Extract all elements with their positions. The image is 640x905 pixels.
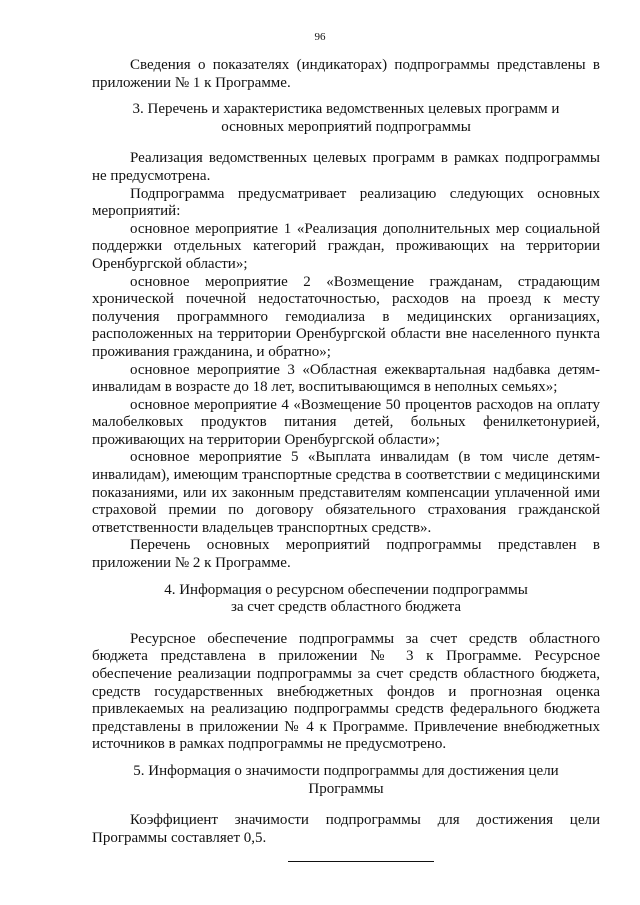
intro-paragraph: Сведения о показателях (индикаторах) подпрограммы представлены в приложении № 1 к Программе. xyxy=(92,57,600,91)
section-heading-line: 3. Перечень и характеристика ведомственных целевых программ и xyxy=(132,101,560,118)
section-heading-line: Программы xyxy=(308,780,384,797)
paragraph: Реализация ведомственных целевых программ в рамках подпрограммы не предусмотрена. xyxy=(92,150,600,184)
section-heading-line: 5. Информация о значимости подпрограммы для достижения цели xyxy=(133,762,559,779)
section-5-heading xyxy=(92,763,600,798)
measure-item-3: основное мероприятие 3 «Областная ежеквартальная надбавка детям-инвалидам в возрасте до 18 лет, воспитывающимся в неполных семьях»; xyxy=(92,361,600,396)
paragraph: Коэффициент значимости подпрограммы для достижения цели Программы составляет 0,5. xyxy=(92,812,600,846)
measure-item-2: основное мероприятие 2 «Возмещение гражданам, страдающим хронической почечной недостаточностью, расходов на проезд к месту получения программного гемодиализа в медицинских организациях, расположенных на территории Оренбургской области вне населенного пункта проживания гражданина, и обратно»; xyxy=(92,273,600,360)
paragraph: Перечень основных мероприятий подпрограммы представлен в приложении № 2 к Программе. xyxy=(92,537,600,572)
paragraph: Ресурсное обеспечение подпрограммы за счет средств областного бюджета представлена в приложении № 3 к Программе. Ресурсное обеспечение реализации подпрограммы за счет средств областного бюджета, средств государственных внебюджетных фондов и прогнозная оценка привлекаемых на реализацию подпрограммы средств федерального бюджета представлены в приложении № 4 к Программе. Привлечение внебюджетных источников в рамках подпрограммы не предусмотрено. xyxy=(92,630,600,753)
paragraph: Подпрограмма предусматривает реализацию следующих основных мероприятий: xyxy=(92,185,600,220)
measure-item-4: основное мероприятие 4 «Возмещение 50 процентов расходов на оплату малобелковых продуктов питания детей, больных фенилкетонурией, проживающих на территории Оренбургской области»; xyxy=(92,396,600,448)
page-body xyxy=(92,57,600,862)
section-heading-line: за счет средств областного бюджета xyxy=(230,599,462,616)
section-4-heading xyxy=(92,582,600,617)
page-number: 96 xyxy=(314,31,326,43)
section-heading-line: 4. Информация о ресурсном обеспечении подпрограммы xyxy=(164,581,528,598)
measure-item-5: основное мероприятие 5 «Выплата инвалидам (в том числе детям-инвалидам), имеющим транспортные средства в соответствии с медицинскими показаниями, или их законным представителям компенсации уплаченной ими страховой премии по договору обязательного страхования гражданской ответственности владельцев транспортных средств». xyxy=(92,449,600,536)
end-divider xyxy=(288,861,434,862)
section-heading-line: основных мероприятий подпрограммы xyxy=(221,118,471,135)
measure-item-1: основное мероприятие 1 «Реализация дополнительных мер социальной поддержки отдельных категорий граждан, проживающих на территории Оренбургской области»; xyxy=(92,220,600,272)
section-3-heading xyxy=(92,101,600,136)
